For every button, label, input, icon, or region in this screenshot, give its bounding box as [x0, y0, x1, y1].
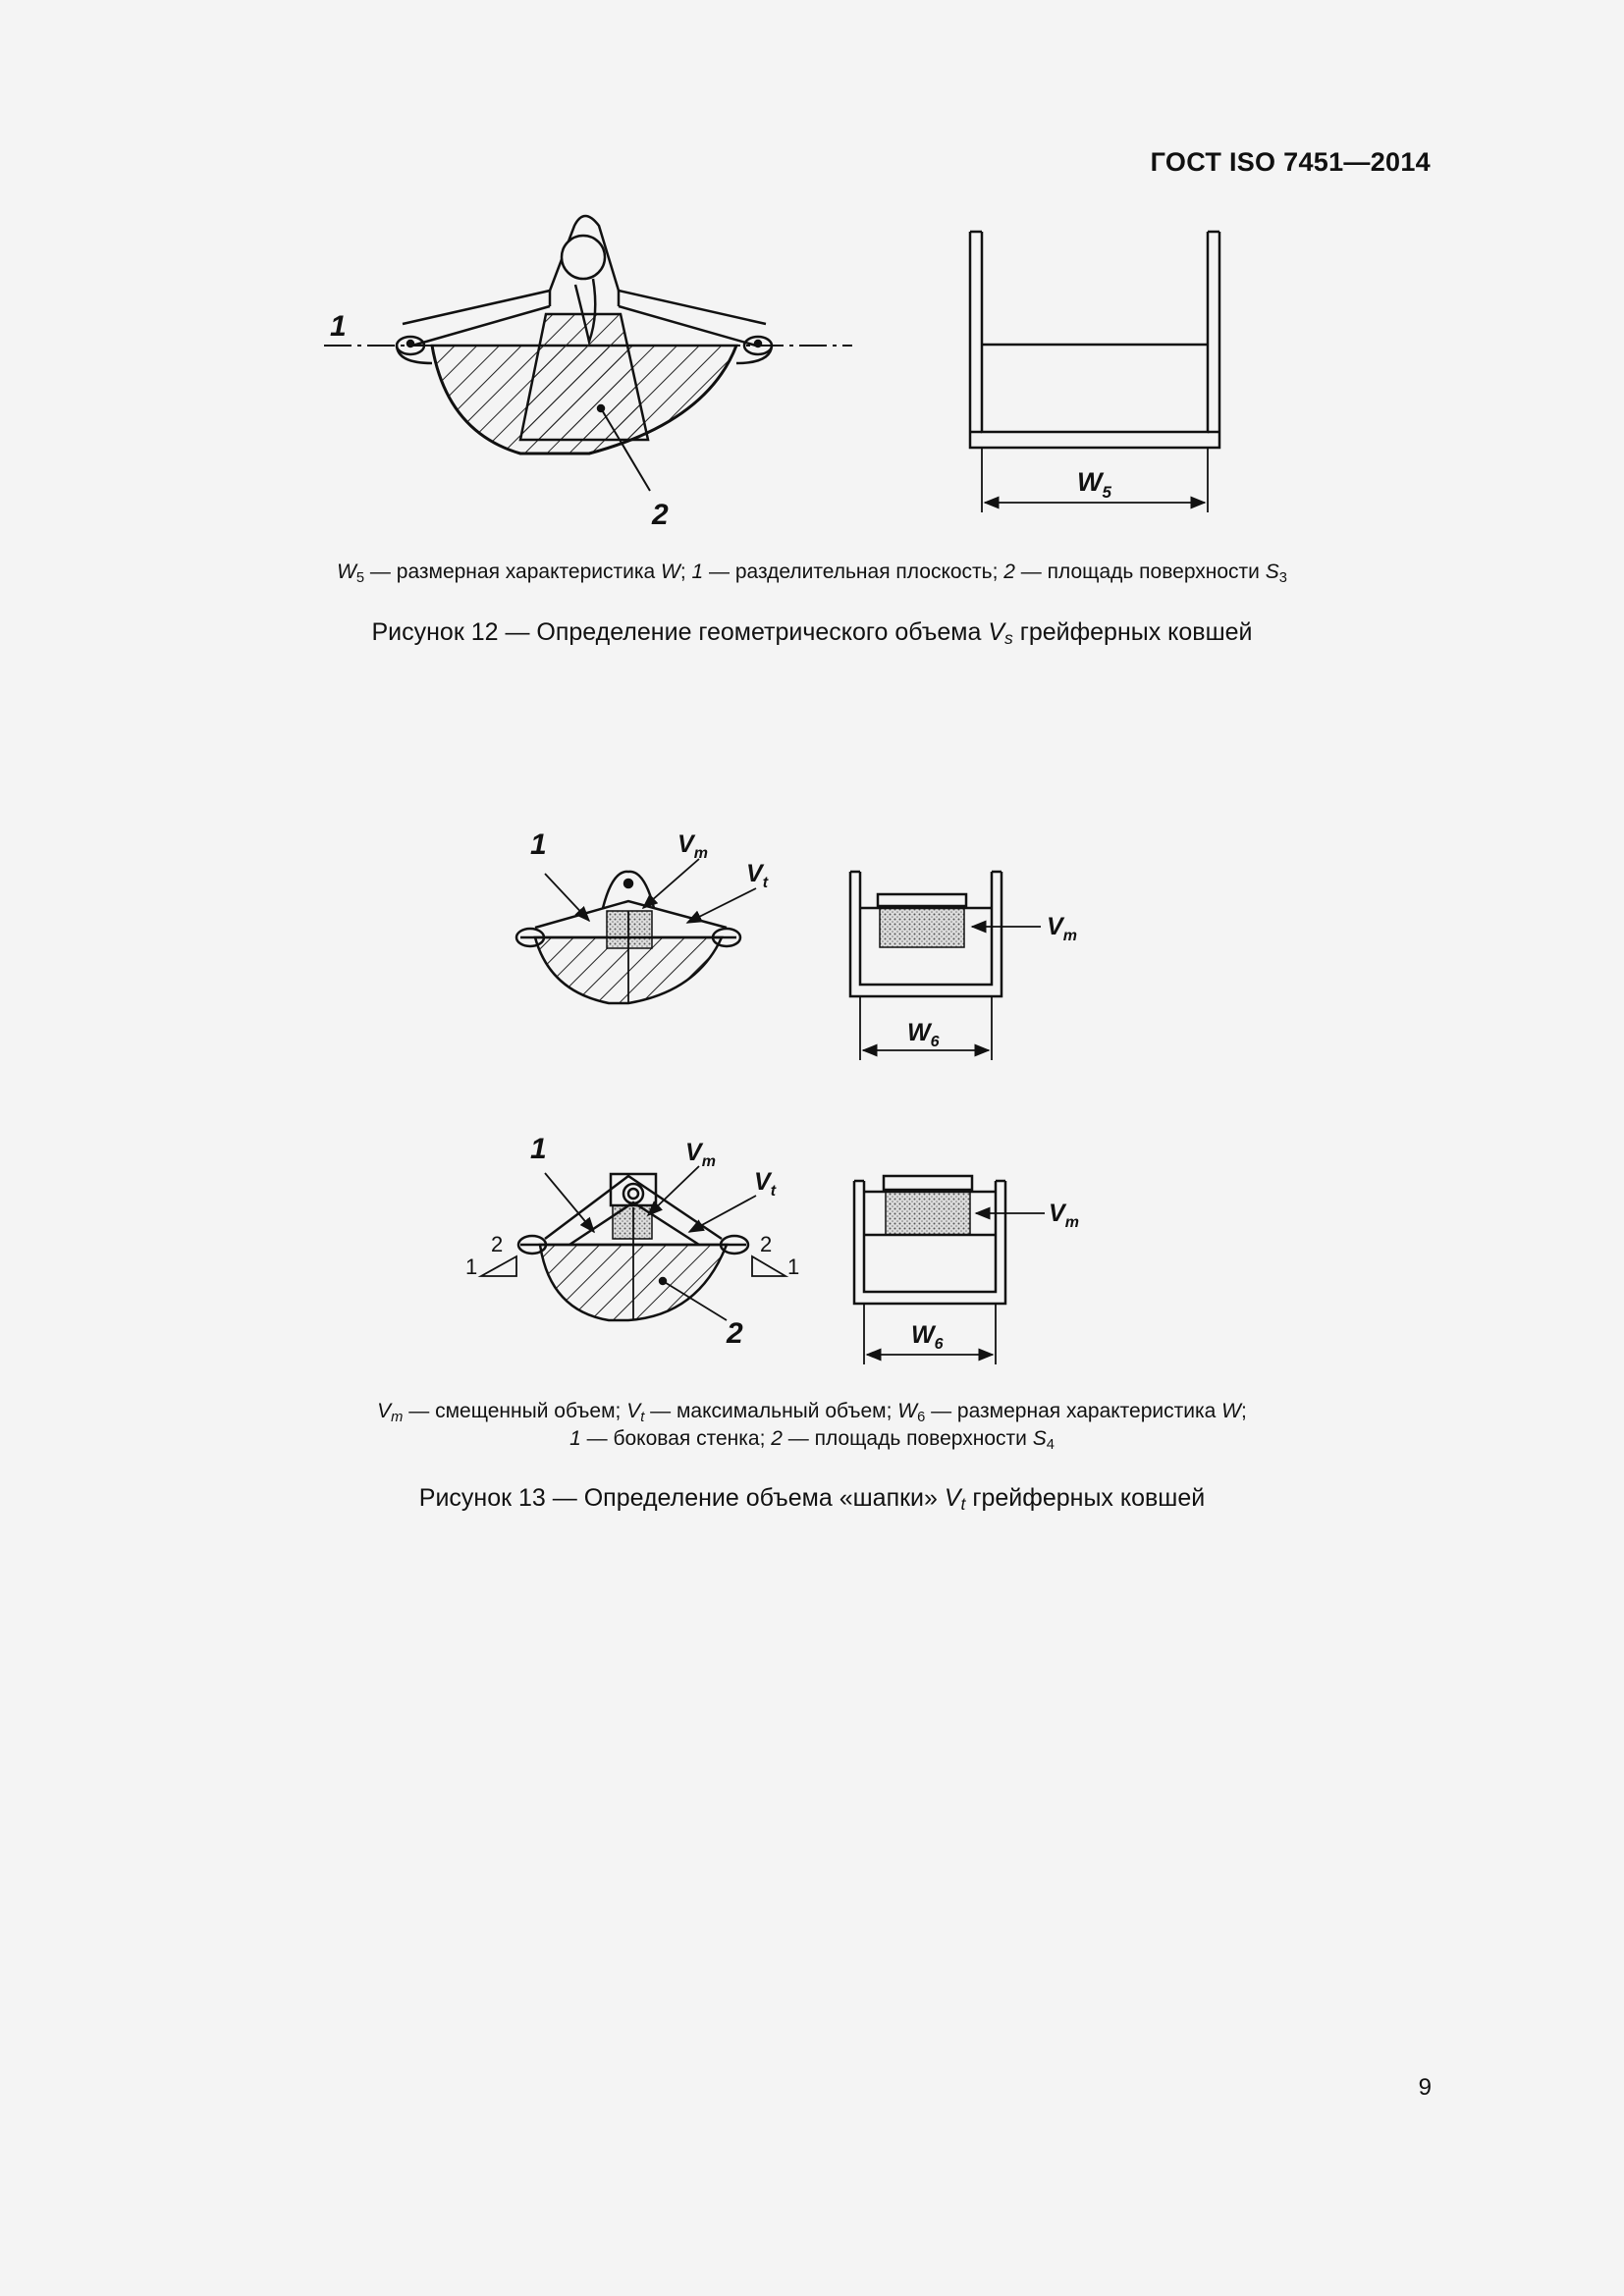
slope-left-a: 2 — [491, 1232, 504, 1256]
page-number: 9 — [1418, 2074, 1432, 2101]
slope-right-a: 2 — [760, 1232, 773, 1256]
fig13-label-vt-lower: $V_t$ — [754, 1168, 777, 1200]
fig13-label-vm-upper: $V_m$ — [677, 830, 708, 862]
fig13-title: Рисунок 13 — Определение объема «шапки» $V_t$ грейферных ковшей — [418, 1484, 1206, 1514]
fig13-legend-line2: 1 — боковая стенка; 2 — площадь поверхности $S_4$ — [569, 1427, 1055, 1453]
fig13-legend-line1: $V_m$ — смещенный объем; $V_t$ — максимальный объем; $W_6$ — размерная характеристика W; — [377, 1400, 1247, 1425]
fig12-grab-side-view — [324, 216, 852, 491]
document-code: ГОСТ ISO 7451—2014 — [1150, 147, 1431, 177]
fig12-label-width: $W_5$ — [1077, 467, 1111, 502]
fig13-label-vt-upper: $V_t$ — [746, 860, 769, 891]
fig13-label-width-lower: $W_6$ — [911, 1321, 944, 1353]
fig13-lower-side-view — [481, 1166, 785, 1320]
slope-right-b: 1 — [787, 1255, 800, 1279]
fig13-label-vm-front-upper: $V_m$ — [1047, 913, 1077, 944]
fig13-label-width-upper: $W_6$ — [907, 1019, 940, 1050]
slope-left-b: 1 — [465, 1255, 478, 1279]
fig13-label-side-lower: 1 — [530, 1133, 547, 1165]
fig12-label-plane: 1 — [330, 310, 347, 343]
fig13-label-vm-front-lower: $V_m$ — [1049, 1200, 1079, 1231]
fig13-label-side-upper: 1 — [530, 828, 547, 861]
fig13-upper-side-view — [516, 859, 756, 1003]
fig13-label-vm-lower: $V_m$ — [685, 1139, 716, 1170]
fig12-legend: $W_5$ — размерная характеристика W; 1 — разделительная плоскость; 2 — площадь поверхности $S_3$ — [337, 561, 1287, 586]
fig12-label-area: 2 — [652, 499, 669, 531]
fig13-upper-front-view — [850, 872, 1041, 1060]
fig13-lower-front-view — [854, 1176, 1045, 1364]
fig13-label-area: 2 — [727, 1317, 743, 1350]
fig12-title: Рисунок 12 — Определение геометрического объема $V_s$ грейферных ковшей — [371, 618, 1253, 648]
